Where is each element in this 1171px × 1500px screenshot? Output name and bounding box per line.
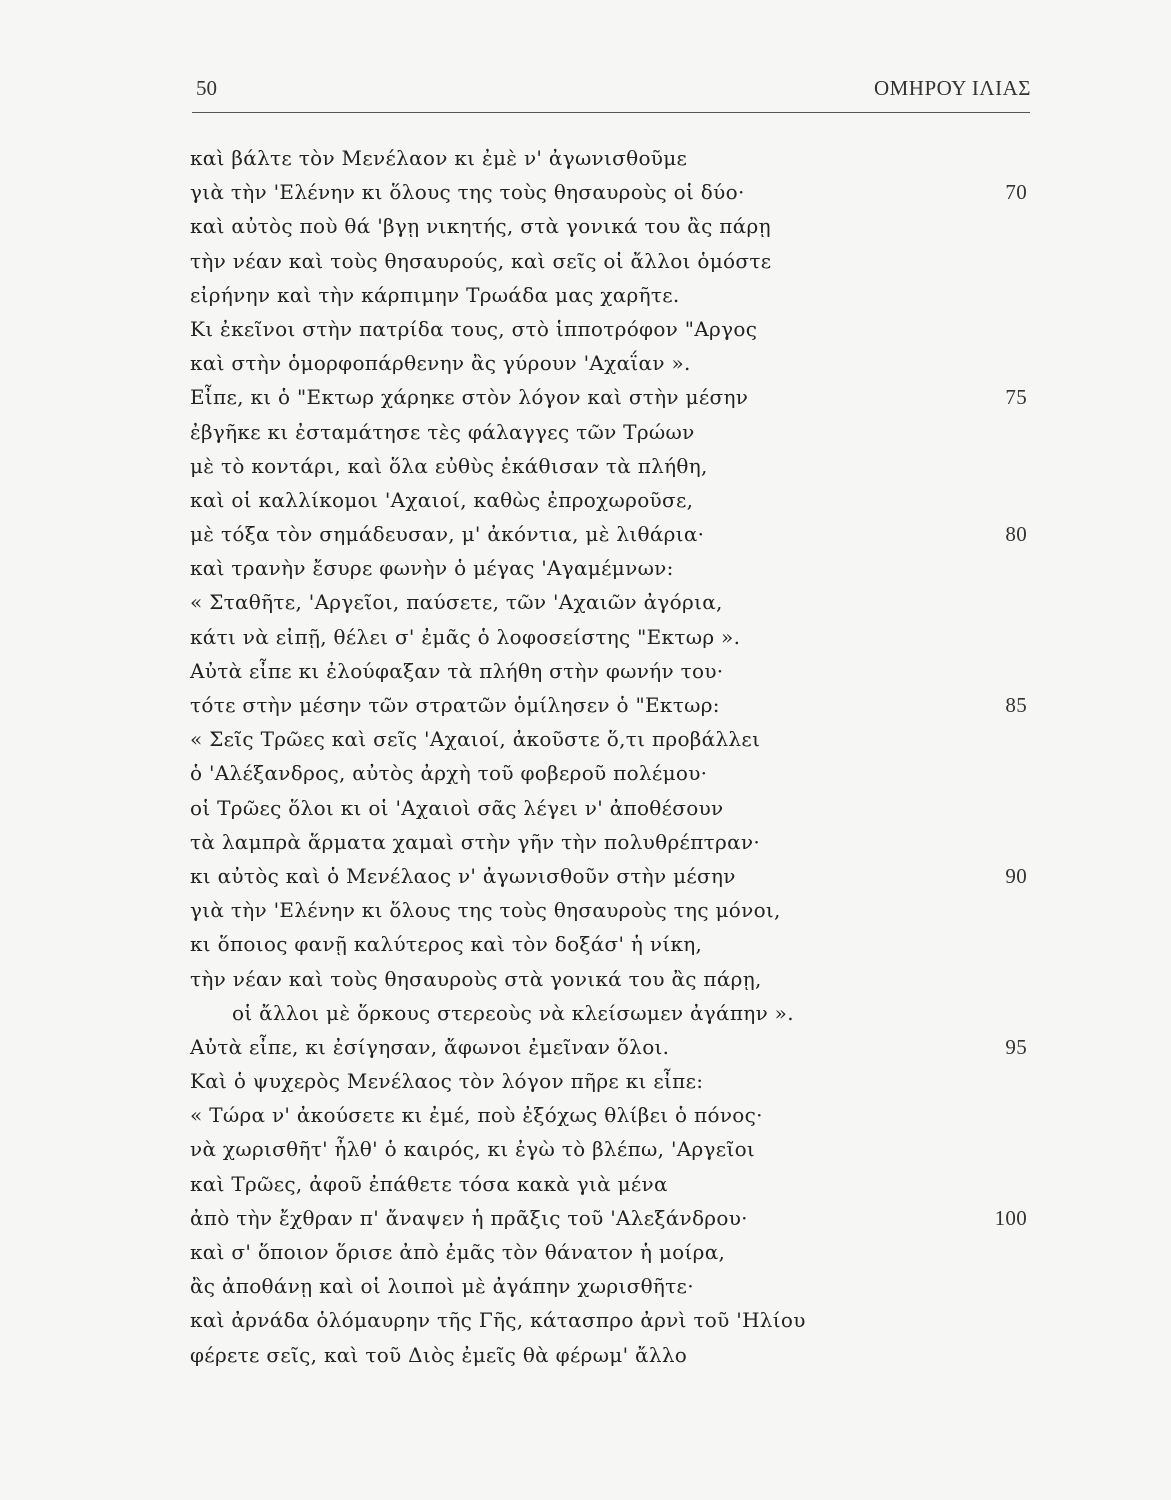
verse-line — [190, 722, 1040, 756]
verse-line — [190, 551, 1040, 585]
line-number: 75 — [1005, 385, 1027, 410]
verse-text: κάτι νὰ εἰπῇ, θέλει σ' ἐμᾶς ὁ λοφοσείστης "Εκτωρ ». — [190, 624, 741, 649]
line-number: 90 — [1005, 863, 1027, 888]
verse-line — [190, 1098, 1040, 1132]
verse-text: οἱ ἄλλοι μὲ ὅρκους στερεοὺς νὰ κλείσωμεν ἀγάπην ». — [232, 1000, 794, 1025]
verse-text: ἀπὸ τὴν ἔχθραν π' ἄναψεν ἡ πρᾶξις τοῦ 'Αλεξάνδρου· — [190, 1205, 748, 1230]
verse-text: Καὶ ὁ ψυχερὸς Μενέλαος τὸν λόγον πῆρε κι εἶπε: — [190, 1069, 704, 1094]
line-number: 100 — [994, 1205, 1027, 1230]
verse-line — [190, 962, 1040, 996]
header-rule — [192, 112, 1030, 113]
verse-text: νὰ χωρισθῆτ' ἦλθ' ὁ καιρός, κι ἐγὼ τὸ βλέπω, 'Αργεῖοι — [190, 1137, 756, 1162]
line-number: 80 — [1005, 522, 1027, 547]
verse-line — [190, 825, 1040, 859]
verse-line — [190, 380, 1040, 414]
verse-text: καὶ ἀρνάδα ὁλόμαυρην τῆς Γῆς, κάτασπρο ἀρνὶ τοῦ 'Ηλίου — [190, 1308, 806, 1333]
verse-line — [190, 1167, 1040, 1201]
verse-line — [190, 585, 1040, 619]
verse-text: Εἶπε, κι ὁ "Εκτωρ χάρηκε στὸν λόγον καὶ στὴν μέσην — [190, 385, 749, 410]
verse-text: τὰ λαμπρὰ ἅρματα χαμαὶ στὴν γῆν τὴν πολυθρέπτραν· — [190, 829, 760, 854]
verse-text: γιὰ τὴν 'Ελένην κι ὅλους της τοὺς θησαυροὺς οἱ δύο· — [190, 180, 745, 205]
verse-line — [190, 1303, 1040, 1337]
verse-line — [190, 996, 1040, 1030]
verse-line — [190, 1030, 1040, 1064]
verse-line — [190, 1201, 1040, 1235]
verse-line — [190, 346, 1040, 380]
verse-text: γιὰ τὴν 'Ελένην κι ὅλους της τοὺς θησαυροὺς της μόνοι, — [190, 898, 781, 923]
verse-text: φέρετε σεῖς, καὶ τοῦ Διὸς ἐμεῖς θὰ φέρωμ' ἄλλο — [190, 1342, 688, 1367]
verse-line — [190, 141, 1040, 175]
verse-text: καὶ οἱ καλλίκομοι 'Αχαιοί, καθὼς ἐπροχωροῦσε, — [190, 487, 694, 512]
verse-line — [190, 175, 1040, 209]
verse-line — [190, 1269, 1040, 1303]
verse-text: οἱ Τρῶες ὅλοι κι οἱ 'Αχαιοὶ σᾶς λέγει ν' ἀποθέσουν — [190, 795, 724, 820]
verse-line — [190, 278, 1040, 312]
verse-text: τότε στὴν μέσην τῶν στρατῶν ὁμίλησεν ὁ "Εκτωρ: — [190, 693, 720, 717]
verse-line — [190, 415, 1040, 449]
line-number: 70 — [1005, 180, 1027, 205]
verse-text: ἐβγῆκε κι ἐσταμάτησε τὲς φάλαγγες τῶν Τρώων — [190, 419, 695, 444]
verse-line — [190, 449, 1040, 483]
verse-text: Αὐτὰ εἶπε, κι ἐσίγησαν, ἄφωνοι ἐμεῖναν ὅλοι. — [190, 1034, 670, 1059]
verse-text: ὁ 'Αλέξανδρος, αὐτὸς ἀρχὴ τοῦ φοβεροῦ πολέμου· — [190, 761, 708, 786]
verse-line — [190, 1338, 1040, 1372]
verse-line — [190, 756, 1040, 790]
verse-text: κι ὅποιος φανῇ καλύτερος καὶ τὸν δοξάσ' ἡ νίκη, — [190, 932, 703, 957]
verse-text: εἰρήνην καὶ τὴν κάρπιμην Τρωάδα μας χαρῆτε. — [190, 282, 680, 307]
verse-text: καὶ βάλτε τὸν Μενέλαον κι ἐμὲ ν' ἀγωνισθοῦμε — [190, 146, 688, 170]
verse-text: καὶ αὐτὸς ποὺ θά 'βγῃ νικητής, στὰ γονικά του ἂς πάρῃ — [190, 214, 771, 239]
verse-text: « Σταθῆτε, 'Αργεῖοι, παύσετε, τῶν 'Αχαιῶν ἀγόρια, — [190, 590, 723, 615]
verse-line — [190, 312, 1040, 346]
line-number: 85 — [1005, 693, 1027, 717]
verse-text: τὴν νέαν καὶ τοὺς θησαυροὺς στὰ γονικά του ἂς πάρῃ, — [190, 966, 762, 991]
verse-line — [190, 244, 1040, 278]
verse-line — [190, 859, 1040, 893]
verse-text: Αὐτὰ εἶπε κι ἐλούφαξαν τὰ πλήθη στὴν φωνήν του· — [190, 658, 724, 683]
verse-text: κι αὐτὸς καὶ ὁ Μενέλαος ν' ἀγωνισθοῦν στὴν μέσην — [190, 863, 736, 888]
verse-text: « Τώρα ν' ἀκούσετε κι ἐμέ, ποὺ ἐξόχως θλίβει ὁ πόνος· — [190, 1103, 763, 1128]
running-title: ΟΜΗΡΟΥ ΙΛΙΑΣ — [873, 76, 1031, 100]
verse-line — [190, 927, 1040, 961]
verse-text: ἂς ἀποθάνῃ καὶ οἱ λοιποὶ μὲ ἀγάπην χωρισθῆτε· — [190, 1274, 694, 1299]
verse-text: καὶ Τρῶες, ἀφοῦ ἐπάθετε τόσα κακὰ γιὰ μένα — [190, 1171, 668, 1196]
verse-text: καὶ τρανὴν ἔσυρε φωνὴν ὁ μέγας 'Αγαμέμνων: — [190, 556, 674, 581]
verse-line — [190, 893, 1040, 927]
page-number: 50 — [196, 76, 217, 100]
verse-line — [190, 483, 1040, 517]
line-number: 95 — [1005, 1034, 1027, 1059]
verse-line — [190, 1064, 1040, 1098]
verse-line — [190, 620, 1040, 654]
verse-text: καὶ στὴν ὁμορφοπάρθενην ἂς γύρουν 'Αχαΐαν ». — [190, 351, 691, 376]
verse-line — [190, 791, 1040, 825]
verse-line — [190, 688, 1040, 722]
verse-text: « Σεῖς Τρῶες καὶ σεῖς 'Αχαιοί, ἀκοῦστε ὅ,τι προβάλλει — [190, 727, 761, 752]
verse-text: μὲ τὸ κοντάρι, καὶ ὅλα εὐθὺς ἐκάθισαν τὰ πλήθη, — [190, 453, 708, 478]
verse-text: Κι ἐκεῖνοι στὴν πατρίδα τους, στὸ ἱπποτρόφον "Αργος — [190, 316, 758, 341]
verse-line — [190, 209, 1040, 243]
verse-line — [190, 1132, 1040, 1166]
poem-text — [190, 141, 1040, 1372]
verse-line — [190, 654, 1040, 688]
verse-text: μὲ τόξα τὸν σημάδευσαν, μ' ἀκόντια, μὲ λιθάρια· — [190, 522, 705, 547]
verse-line — [190, 1235, 1040, 1269]
verse-line — [190, 517, 1040, 551]
verse-text: καὶ σ' ὅποιον ὅρισε ἀπὸ ἐμᾶς τὸν θάνατον ἡ μοίρα, — [190, 1240, 726, 1264]
verse-text: τὴν νέαν καὶ τοὺς θησαυρούς, καὶ σεῖς οἱ ἄλλοι ὁμόστε — [190, 248, 772, 273]
